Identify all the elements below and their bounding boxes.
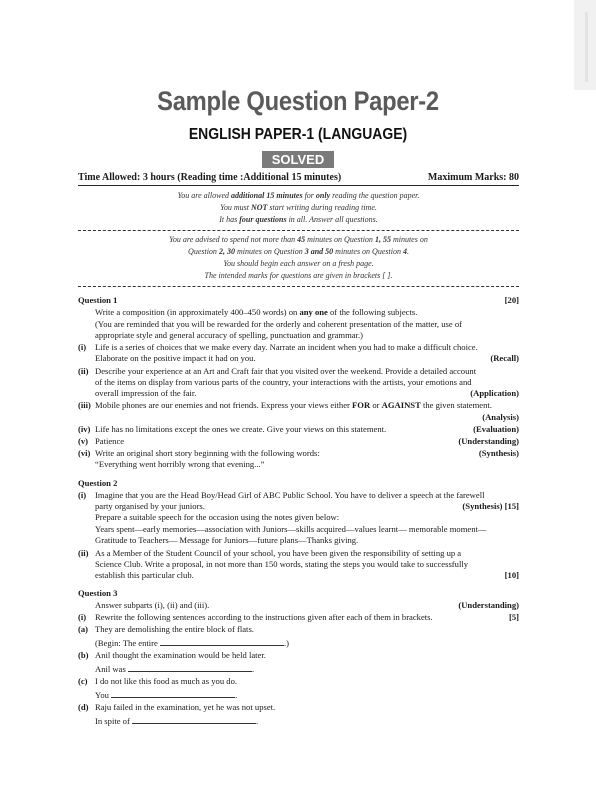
prompt-text: Anil was: [95, 664, 128, 674]
item-line: Elaborate on the positive impact it had on you.: [95, 353, 256, 364]
item-line: As a Member of the Student Council of your school, you have been given the responsibility of setting up a: [95, 548, 462, 558]
instruction-text: You must: [220, 203, 251, 212]
answer-prompt: [95, 637, 519, 649]
instruction-text: minutes on Question: [234, 247, 305, 256]
question-1-heading: Question 1: [78, 295, 118, 305]
item-number: (i): [78, 342, 87, 352]
item-number: (ii): [78, 366, 89, 376]
item-number: (d): [78, 702, 89, 712]
intro-text: of the following subjects.: [327, 307, 418, 317]
item-number: (a): [78, 624, 89, 634]
page-corner-decoration: [574, 0, 596, 90]
item-line: “Everything went horribly wrong that evening...”: [95, 459, 265, 470]
instruction-text: minutes on Question: [333, 247, 403, 256]
instruction-emphasis: 2, 30: [218, 247, 235, 256]
item-number: (i): [78, 490, 87, 500]
q2-item-ii: [95, 548, 519, 582]
item-emphasis: FOR: [352, 400, 371, 410]
item-line: party organised by your juniors.: [95, 501, 205, 512]
answer-prompt: [95, 715, 519, 727]
item-line: Life is a series of choices that we make every day. Narrate an incident when you had to make a difficult choice.: [95, 342, 478, 352]
item-line: Prepare a suitable speech for the occasion using the notes given below:: [95, 512, 340, 523]
item-number: (c): [78, 676, 88, 686]
item-number: (iv): [78, 424, 91, 434]
prompt-text: .: [256, 716, 259, 726]
q3-item-a: They are demolishing the entire block of flats.: [95, 624, 254, 634]
instruction-text: minutes on Question: [305, 235, 375, 244]
instruction-emphasis: 1, 55: [374, 235, 391, 244]
question-1-note: [95, 319, 519, 341]
prompt-text: .): [284, 638, 290, 648]
instruction-emphasis: NOT: [250, 203, 268, 212]
item-line: Describe your experience at an Art and Craft fair that you visited over the weekend. Provide a detailed account: [95, 366, 477, 376]
q1-item-ii: [95, 366, 519, 400]
note-line: appropriate style and general accuracy of spelling, punctuation and grammar.): [95, 330, 363, 341]
answer-blank[interactable]: [132, 715, 259, 726]
item-text: or: [370, 400, 382, 410]
q3-item-d: Raju failed in the examination, yet he was not upset.: [95, 702, 276, 712]
item-line: Years spent—early memories—association with Juniors—skills acquired—values learnt— memorable moment—: [95, 523, 487, 534]
item-number: (v): [78, 436, 89, 446]
instruction-text: Question: [188, 247, 219, 256]
time-allowed: Time Allowed: 3 hours (Reading time :Additional 15 minutes): [78, 172, 342, 183]
q2-item-i: [95, 490, 519, 546]
instruction-line: You should begin each answer on a fresh page.: [223, 259, 374, 268]
instruction-text: for: [302, 191, 316, 200]
instruction-emphasis: additional 15 minutes: [231, 191, 303, 200]
item-line: overall impression of the fair.: [95, 388, 197, 399]
timing-instructions: [78, 234, 519, 282]
solved-badge: SOLVED: [262, 151, 334, 168]
reading-instructions: [78, 190, 519, 226]
instruction-line: [78, 234, 519, 246]
skill-tag: (Analysis): [482, 412, 519, 422]
item-line: Imagine that you are the Head Boy/Head Girl of ABC Public School. You have to deliver a speech at the farewell: [95, 490, 485, 500]
item-number: (ii): [78, 548, 89, 558]
instruction-line: [78, 214, 519, 226]
intro-emphasis: any one: [299, 307, 328, 317]
q1-item-v: Patience: [95, 436, 125, 446]
question-3-heading: Question 3: [78, 588, 118, 598]
question-2-heading: Question 2: [78, 478, 118, 488]
note-line: (You are reminded that you will be rewarded for the orderly and coherent presentation of the matter, use of: [95, 319, 462, 329]
prompt-text: .: [235, 690, 238, 700]
item-number: (b): [78, 650, 89, 660]
skill-tag: (Synthesis): [478, 448, 519, 458]
instruction-text: It has: [219, 215, 240, 224]
instruction-text: start writing during reading time.: [267, 203, 377, 212]
marks-tag: [5]: [508, 612, 519, 622]
instruction-line: [78, 190, 519, 202]
q3-item-b: Anil thought the examination would be held later.: [95, 650, 266, 660]
answer-prompt: [95, 689, 519, 701]
skill-tag: (Synthesis) [15]: [462, 501, 519, 511]
header-rule: [78, 185, 519, 186]
instruction-emphasis: 45: [297, 235, 306, 244]
dashed-divider: [78, 286, 519, 287]
q1-item-vi: [95, 448, 519, 470]
dashed-divider: [78, 230, 519, 231]
instruction-text: in all. Answer all questions.: [286, 215, 378, 224]
instruction-text: You are allowed: [177, 191, 231, 200]
instruction-emphasis: 4: [402, 247, 407, 256]
maximum-marks: Maximum Marks: 80: [427, 172, 519, 183]
question-1-intro: [95, 307, 519, 318]
page-title: Sample Question Paper-2: [157, 86, 439, 116]
intro-text: Write a composition (in approximately 400–450 words) on: [95, 307, 300, 317]
instruction-line: The intended marks for questions are given in brackets [ ].: [204, 271, 393, 280]
paper-subtitle: ENGLISH PAPER-1 (LANGUAGE): [188, 126, 408, 143]
instruction-text: .: [406, 247, 409, 256]
prompt-text: .: [251, 664, 255, 674]
instruction-text: You are advised to spend not more than: [169, 235, 298, 244]
item-line: establish this particular club.: [95, 570, 194, 581]
item-emphasis: AGAINST: [381, 400, 421, 410]
skill-tag: (Understanding): [458, 436, 519, 446]
item-number: (i): [78, 612, 87, 622]
skill-tag: (Application): [470, 388, 519, 398]
instruction-text: minutes on: [390, 235, 428, 244]
skill-tag: (Recall): [490, 353, 519, 363]
q1-item-iv: Life has no limitations except the ones we create. Give your views on this statement.: [95, 424, 387, 434]
instruction-text: reading the question paper.: [330, 191, 420, 200]
instruction-line: [78, 202, 519, 214]
instruction-emphasis: only: [315, 191, 331, 200]
item-number: (vi): [78, 448, 91, 458]
item-line: Gratitude to Teachers— Message for Juniors—future plans—Thanks giving.: [95, 534, 359, 545]
prompt-text: (Begin: The entire: [95, 638, 160, 648]
item-line: Science Club. Write a proposal, in not more than 150 words, stating the steps you would take to successfully: [95, 559, 469, 570]
item-line: Write an original short story beginning with the following words:: [95, 448, 320, 458]
question-1-marks: [20]: [504, 295, 519, 305]
q1-item-iii: [95, 400, 519, 411]
item-line: of the items on display from various parts of the country, your interactions with the artists, your emotions and: [95, 377, 472, 388]
item-number: (iii): [78, 400, 91, 410]
skill-tag: (Understanding): [458, 600, 519, 610]
instruction-emphasis: 3 and 50: [304, 247, 334, 256]
marks-tag: [10]: [504, 570, 519, 580]
prompt-text: You: [95, 690, 112, 700]
instruction-line: [78, 246, 519, 258]
instruction-emphasis: four questions: [239, 215, 287, 224]
skill-tag: (Evaluation): [473, 424, 519, 434]
question-3-intro: Answer subparts (i), (ii) and (iii).: [95, 600, 210, 610]
item-text: Mobile phones are our enemies and not friends. Express your views either: [95, 400, 353, 410]
answer-blank[interactable]: [111, 689, 238, 700]
answer-blank[interactable]: [160, 637, 284, 646]
q3-item-c: I do not like this food as much as you do.: [95, 676, 238, 686]
q1-item-i: [95, 342, 519, 364]
item-text: the given statement.: [420, 400, 492, 410]
q3-subpart-i: Rewrite the following sentences according to the instructions given after each of them in brackets.: [95, 612, 433, 622]
answer-blank[interactable]: [128, 663, 255, 674]
page-corner-bar: [585, 12, 588, 82]
prompt-text: In spite of: [95, 716, 132, 726]
answer-prompt: [95, 663, 519, 675]
